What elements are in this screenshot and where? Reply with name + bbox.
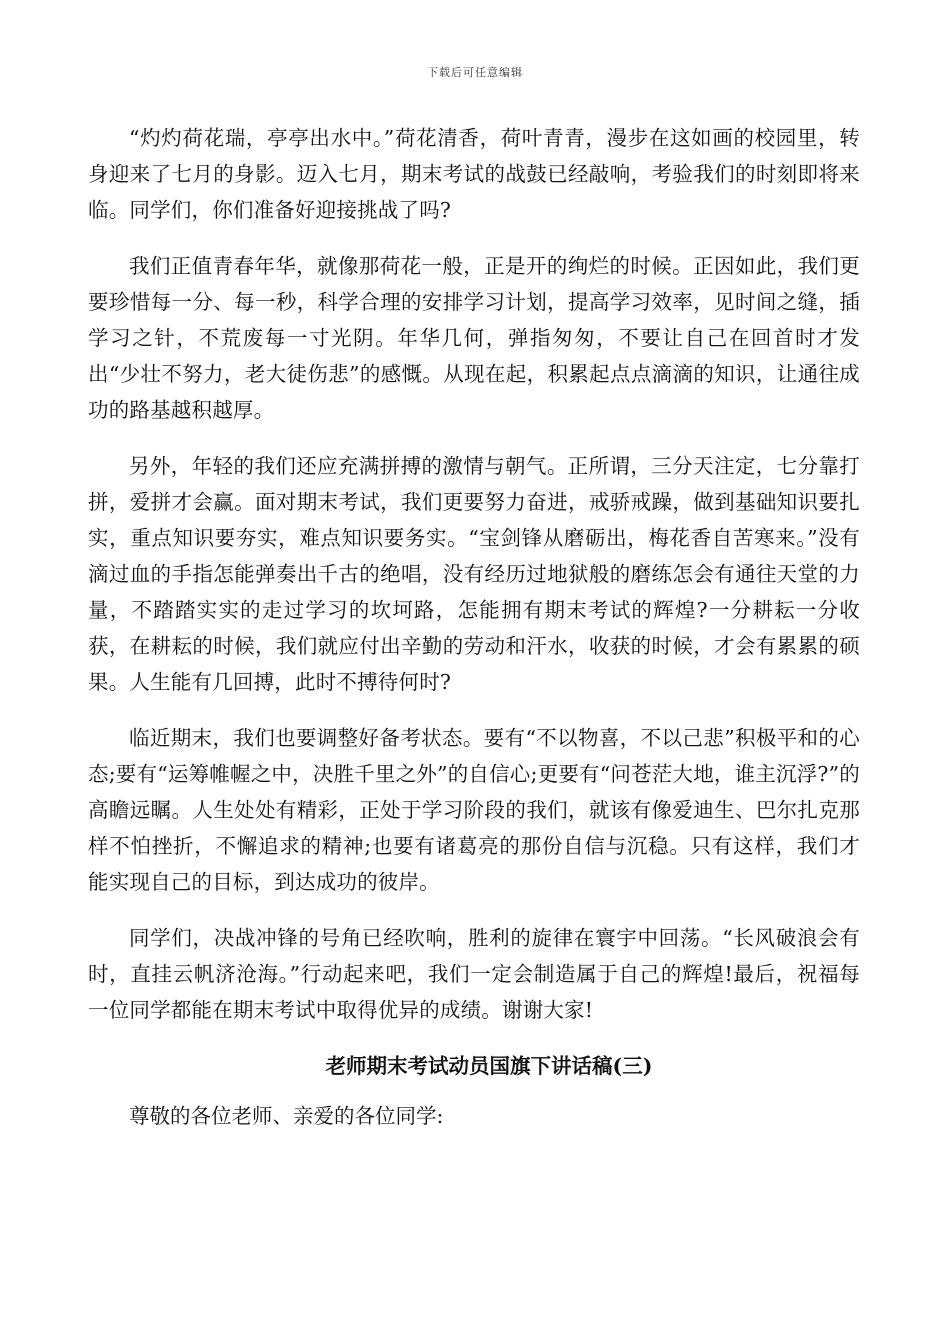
- section-title: 老师期末考试动员国旗下讲话稿(三): [325, 1054, 653, 1078]
- paragraph-5: 同学们，决战冲锋的号角已经吹响，胜利的旋律在寰宇中回荡。“长风破浪会有时，直挂云帆济沧海。”行动起来吧，我们一定会制造属于自己的辉煌!最后，祝福每一位同学都能在期末考试中取得优异的成绩。谢谢大家!: [88, 926, 860, 1022]
- document-body: [88, 120, 860, 1134]
- paragraph-2: 我们正值青春年华，就像那荷花一般，正是开的绚烂的时候。正因如此，我们更要珍惜每一分、每一秒，科学合理的安排学习计划，提高学习效率，见时间之缝，插学习之针，不荒废每一寸光阴。年华几何，弹指匆匆，不要让自己在回首时才发出“少壮不努力，老大徒伤悲”的感慨。从现在起，积累起点点滴滴的知识，让通往成功的路基越积越厚。: [88, 254, 860, 422]
- paragraph-1: “灼灼荷花瑞，亭亭出水中。”荷花清香，荷叶青青，漫步在这如画的校园里，转身迎来了七月的身影。迈入七月，期末考试的战鼓已经敲响，考验我们的时刻即将来临。同学们，你们准备好迎接挑战了吗?: [88, 126, 860, 222]
- greeting-line: 尊敬的各位老师、亲爱的各位同学:: [129, 1104, 444, 1128]
- paragraph-3: 另外，年轻的我们还应充满拼搏的激情与朝气。正所谓，三分天注定，七分靠打拼，爱拼才会赢。面对期末考试，我们更要努力奋进，戒骄戒躁，做到基础知识要扎实，重点知识要夯实，难点知识要务实。“宝剑锋从磨砺出，梅花香自苦寒来。”没有滴过血的手指怎能弹奏出千古的绝唱，没有经历过地狱般的磨练怎会有通往天堂的力量，不踏踏实实的走过学习的坎坷路，怎能拥有期末考试的辉煌?一分耕耘一分收获，在耕耘的时候，我们就应付出辛勤的劳动和汗水，收获的时候，才会有累累的硕果。人生能有几回搏，此时不搏待何时?: [88, 454, 860, 694]
- paragraph-4: 临近期末，我们也要调整好备考状态。要有“不以物喜，不以己悲”积极平和的心态;要有“运筹帷幄之中，决胜千里之外”的自信心;更要有“问苍茫大地，谁主沉浮?”的高瞻远瞩。人生处处有精彩，正处于学习阶段的我们，就该有像爱迪生、巴尔扎克那样不怕挫折，不懈追求的精神;也要有诸葛亮的那份自信与沉稳。只有这样，我们才能实现自己的目标，到达成功的彼岸。: [88, 726, 860, 894]
- header-note: 下载后可任意编辑: [427, 66, 523, 79]
